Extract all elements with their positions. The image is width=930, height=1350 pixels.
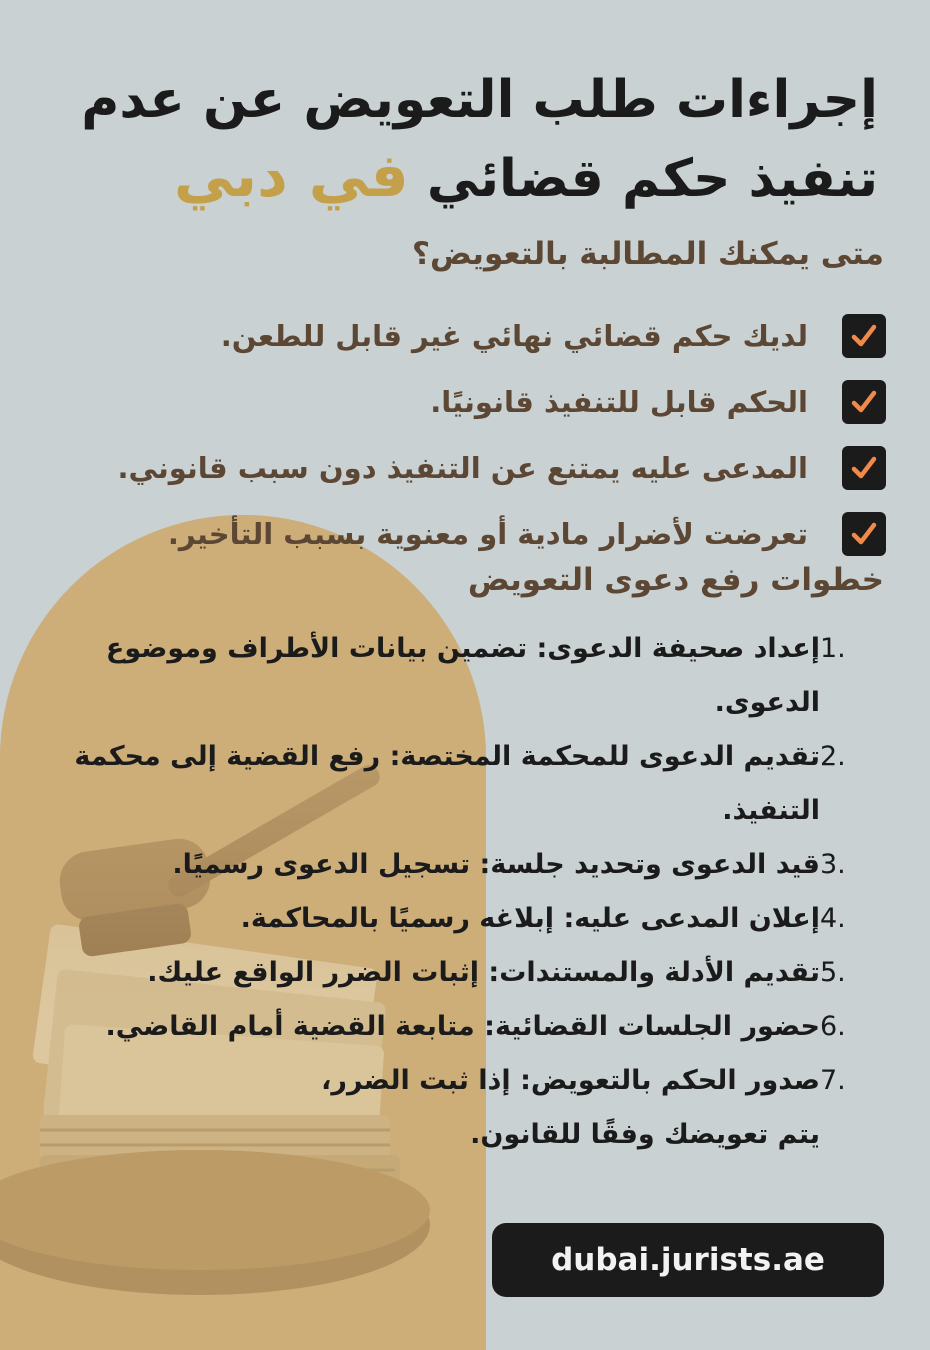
title-accent: في دبي bbox=[173, 141, 409, 211]
step-number: 2. bbox=[820, 741, 846, 772]
claim-condition-text: تعرضت لأضرار مادية أو معنوية بسبب التأخير. bbox=[167, 517, 808, 551]
step-description: متابعة القضية أمام القاضي. bbox=[105, 1011, 475, 1042]
claim-conditions-list bbox=[26, 303, 886, 567]
title-line-2: تنفيذ حكم قضائي bbox=[426, 149, 878, 209]
step-description: إثبات الضرر الواقع عليك. bbox=[147, 957, 479, 988]
step-text bbox=[290, 1054, 820, 1162]
checkmark-icon bbox=[842, 512, 886, 556]
step-item bbox=[30, 622, 850, 730]
claim-condition-item bbox=[26, 501, 886, 567]
checkmark-icon bbox=[842, 380, 886, 424]
step-item bbox=[30, 730, 850, 838]
claim-section-heading: متى يمكنك المطالبة بالتعويض؟ bbox=[412, 236, 884, 272]
step-number: 5. bbox=[820, 957, 846, 988]
step-text bbox=[30, 730, 820, 838]
steps-list bbox=[30, 622, 850, 1162]
step-text bbox=[172, 838, 820, 892]
step-number: 7. bbox=[820, 1065, 846, 1096]
claim-condition-text: الحكم قابل للتنفيذ قانونيًا. bbox=[430, 385, 808, 419]
claim-condition-item bbox=[26, 303, 886, 369]
checkmark-icon bbox=[842, 446, 886, 490]
steps-section-heading: خطوات رفع دعوى التعويض bbox=[467, 562, 884, 598]
step-description: تسجيل الدعوى رسميًا. bbox=[172, 849, 471, 880]
step-description: رفع القضية إلى محكمة التنفيذ. bbox=[74, 741, 820, 826]
step-number: 4. bbox=[820, 903, 846, 934]
title-line-1: إجراءات طلب التعويض عن عدم bbox=[81, 70, 878, 130]
step-text bbox=[30, 622, 820, 730]
step-title: تقديم الأدلة والمستندات: bbox=[488, 957, 820, 988]
website-link[interactable] bbox=[492, 1223, 884, 1297]
step-item bbox=[30, 946, 850, 1000]
step-title: تقديم الدعوى للمحكمة المختصة: bbox=[389, 741, 820, 772]
step-item bbox=[30, 1054, 850, 1162]
website-url[interactable]: dubai.jurists.ae bbox=[551, 1242, 825, 1278]
step-text bbox=[147, 946, 820, 1000]
step-title: قيد الدعوى وتحديد جلسة: bbox=[479, 849, 820, 880]
step-item bbox=[30, 892, 850, 946]
step-description: تضمين بيانات الأطراف وموضوع الدعوى. bbox=[105, 633, 820, 718]
claim-condition-text: لديك حكم قضائي نهائي غير قابل للطعن. bbox=[220, 319, 808, 353]
step-item bbox=[30, 1000, 850, 1054]
step-description: إبلاغه رسميًا بالمحاكمة. bbox=[240, 903, 555, 934]
step-number: 6. bbox=[820, 1011, 846, 1042]
step-item bbox=[30, 838, 850, 892]
step-title: إعداد صحيفة الدعوى: bbox=[536, 633, 820, 664]
claim-condition-text: المدعى عليه يمتنع عن التنفيذ دون سبب قانوني. bbox=[117, 451, 808, 485]
checkmark-icon bbox=[842, 314, 886, 358]
step-number: 1. bbox=[820, 633, 846, 664]
step-number: 3. bbox=[820, 849, 846, 880]
step-text bbox=[106, 1000, 820, 1054]
claim-condition-item bbox=[26, 369, 886, 435]
step-title: صدور الحكم بالتعويض: bbox=[520, 1065, 820, 1096]
step-text bbox=[241, 892, 820, 946]
step-title: حضور الجلسات القضائية: bbox=[484, 1011, 820, 1042]
step-description: إذا ثبت الضرر، يتم تعويضك وفقًا للقانون. bbox=[321, 1065, 820, 1150]
page-title bbox=[58, 62, 878, 217]
step-title: إعلان المدعى عليه: bbox=[563, 903, 820, 934]
claim-condition-item bbox=[26, 435, 886, 501]
